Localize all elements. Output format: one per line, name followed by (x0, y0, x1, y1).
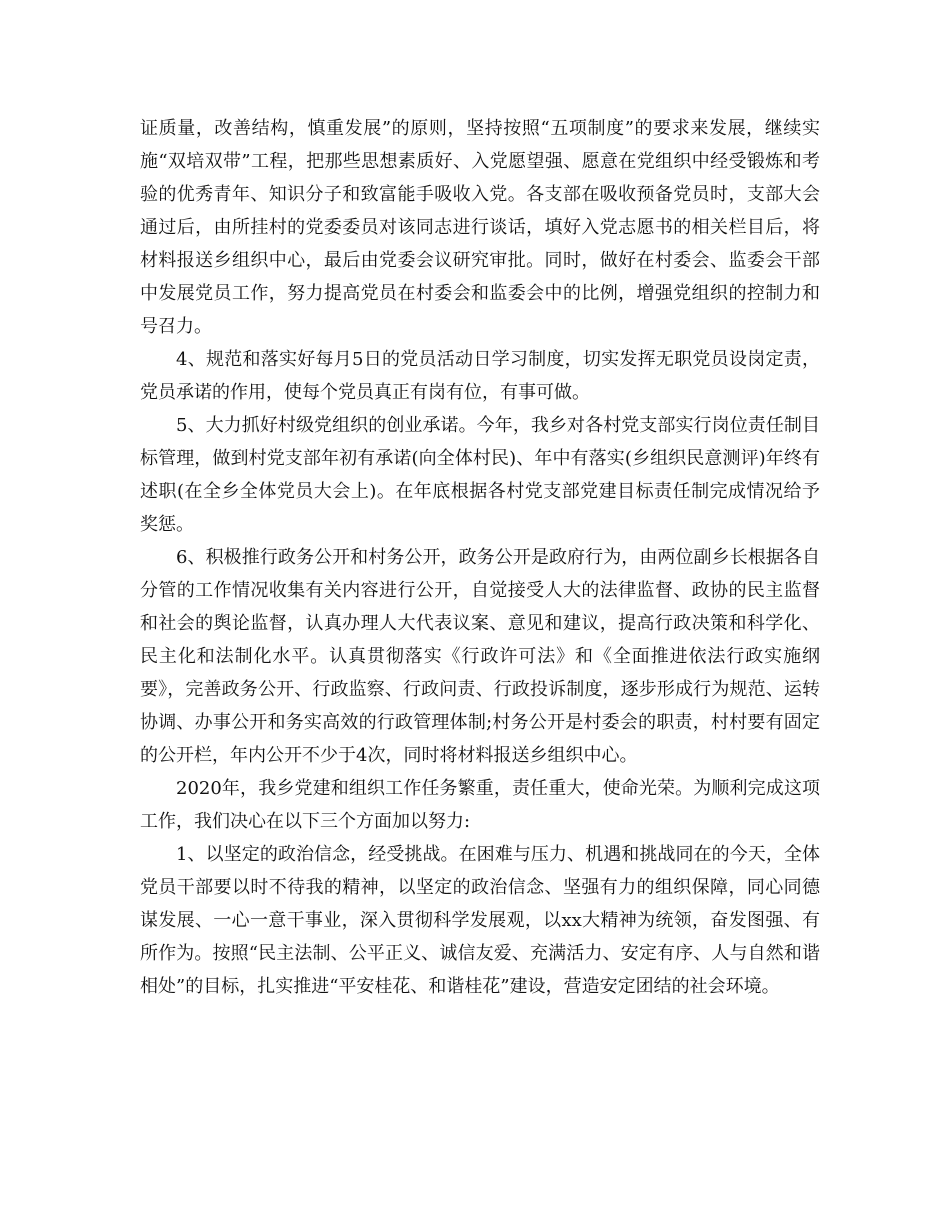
paragraph-continuation: 证质量，改善结构，慎重发展”的原则，坚持按照“五项制度”的要求来发展，继续实施“双培双带”工程，把那些思想素质好、入党愿望强、愿意在党组织中经受锻炼和考验的优秀青年、知识分子和致富能手吸收入党。各支部在吸收预备党员时，支部大会通过后，由所挂村的党委委员对该同志进行谈话，填好入党志愿书的相关栏目后，将材料报送乡组织中心，最后由党委会议研究审批。同时，做好在村委会、监委会干部中发展党员工作，努力提高党员在村委会和监委会中的比例，增强党组织的控制力和号召力。 (140, 118, 820, 337)
paragraph-2020-intro: 2020年，我乡党建和组织工作任务繁重，责任重大，使命光荣。为顺利完成这项工作，我们决心在以下三个方面加以努力: (140, 778, 820, 832)
paragraph-item-6: 6、积极推行政务公开和村务公开，政务公开是政府行为，由两位副乡长根据各自分管的工作情况收集有关内容进行公开，自觉接受人大的法律监督、政协的民主监督和社会的舆论监督，认真办理人大代表议案、意见和建议，提高行政决策和科学化、民主化和法制化水平。认真贯彻落实《行政许可法》和《全面推进依法行政实施纲要》，完善政务公开、行政监察、行政问责、行政投诉制度，逐步形成行为规范、运转协调、办事公开和务实高效的行政管理体制;村务公开是村委会的职责，村村要有固定的公开栏，年内公开不少于4次，同时将材料报送乡组织中心。 (140, 547, 820, 766)
paragraph-item-4: 4、规范和落实好每月5日的党员活动日学习制度，切实发挥无职党员设岗定责，党员承诺的作用，使每个党员真正有岗有位，有事可做。 (140, 349, 820, 403)
paragraph-effort-1: 1、以坚定的政治信念，经受挑战。在困难与压力、机遇和挑战同在的今天，全体党员干部要以时不待我的精神，以坚定的政治信念、坚强有力的组织保障，同心同德谋发展、一心一意干事业，深入贯彻科学发展观，以xx大精神为统领，奋发图强、有所作为。按照“民主法制、公平正义、诚信友爱、充满活力、安定有序、人与自然和谐相处”的目标，扎实推进“平安桂花、和谐桂花”建设，营造安定团结的社会环境。 (140, 844, 820, 997)
paragraph-item-5: 5、大力抓好村级党组织的创业承诺。今年，我乡对各村党支部实行岗位责任制目标管理，做到村党支部年初有承诺(向全体村民)、年中有落实(乡组织民意测评)年终有述职(在全乡全体党员大会上)。在年底根据各村党支部党建目标责任制完成情况给予奖惩。 (140, 415, 820, 535)
document-page (140, 112, 820, 1003)
